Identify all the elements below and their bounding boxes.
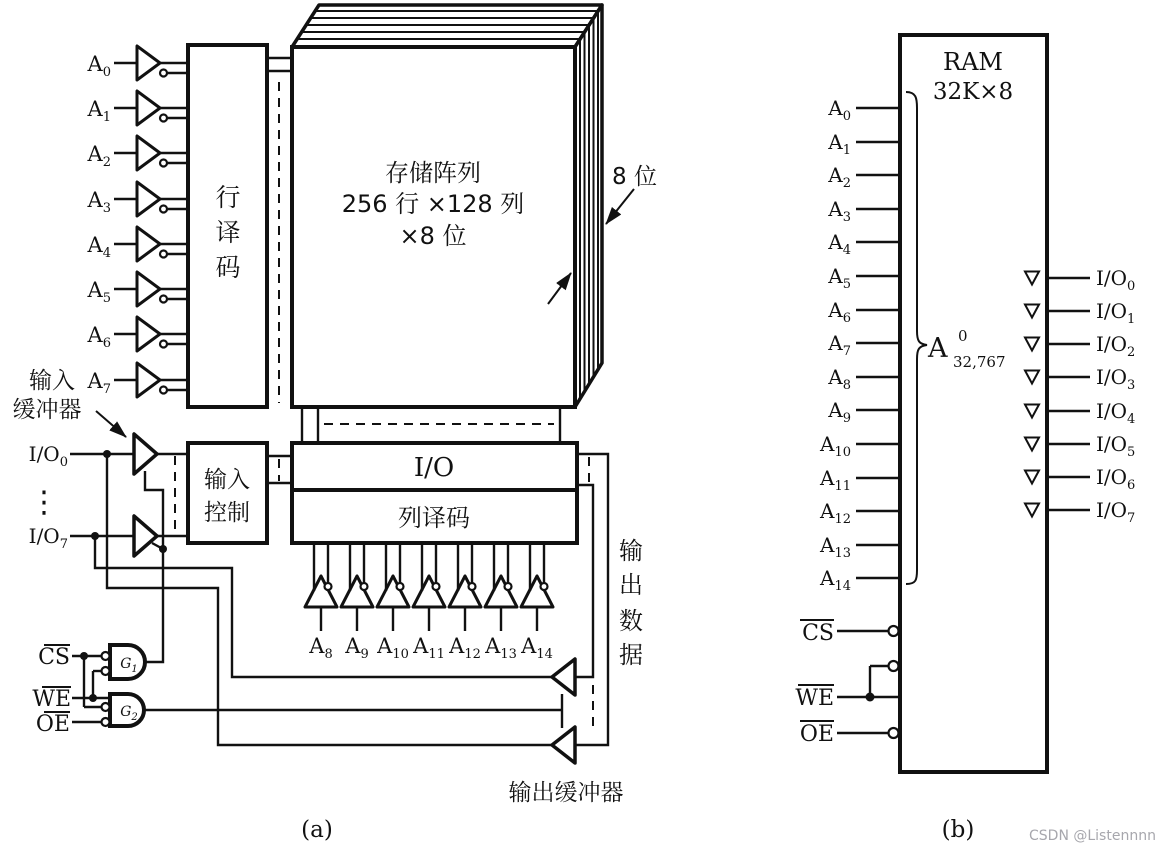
- b-io-4: $I/O_4$: [1096, 399, 1136, 427]
- array-title: 存储阵列: [385, 159, 481, 187]
- array-size-line: 256 行 ×128 列: [341, 190, 525, 218]
- watermark: CSDN @Listennnn: [1029, 828, 1156, 844]
- b-we-label: WE: [795, 686, 834, 711]
- ram-title: RAM: [943, 48, 1003, 76]
- input-buffer-label-line2: 缓冲器: [12, 397, 82, 423]
- figure-a: [13, 5, 657, 843]
- b-address-a14: $A_{14}$: [820, 566, 851, 594]
- address-range-sub: 32,767: [953, 353, 1006, 371]
- bits-label: 8 位: [612, 164, 657, 190]
- address-label-a2: $A_2$: [87, 142, 111, 170]
- address-label-a14: $A_{14}$: [521, 634, 553, 662]
- oe-label: OE: [35, 712, 70, 737]
- cs-label: CS: [38, 645, 70, 670]
- address-label-a4: $A_4$: [87, 233, 111, 261]
- input-control-block: [188, 443, 267, 543]
- address-label-a11: $A_{11}$: [413, 634, 445, 662]
- b-address-a7: $A_7$: [828, 331, 851, 359]
- address-label-a0: $A_0$: [87, 52, 111, 80]
- input-buffers: [70, 434, 188, 556]
- output-data-char3: 数: [619, 607, 643, 635]
- caption-a: (a): [301, 817, 333, 843]
- b-io-2: $I/O_2$: [1096, 332, 1136, 360]
- output-data-char2: 出: [619, 571, 643, 599]
- b-address-a5: $A_5$: [828, 264, 851, 292]
- b-io-5: $I/O_5$: [1096, 432, 1136, 460]
- b-io-3: $I/O_3$: [1096, 365, 1136, 393]
- output-buffer-label: 输出缓冲器: [508, 780, 624, 806]
- b-address-a12: $A_{12}$: [820, 499, 851, 527]
- address-label-a7: $A_7$: [87, 369, 111, 397]
- b-io-7: $I/O_7$: [1096, 498, 1136, 526]
- write-enable-route: [145, 471, 163, 662]
- b-address-a3: $A_3$: [828, 197, 851, 225]
- b-io-0: $I/O_0$: [1096, 266, 1136, 294]
- gate-g2-label: $G_2$: [120, 704, 138, 723]
- address-range-sup: 0: [958, 327, 968, 345]
- input-buffer-arrow: [96, 411, 126, 437]
- row-decoder-label-char1: 行: [215, 183, 241, 212]
- gate-g1-label: $G_1$: [120, 656, 138, 675]
- output-data-char4: 据: [619, 641, 643, 669]
- io7-pin-label: $I/O_7$: [28, 524, 68, 552]
- caption-b: (b): [941, 817, 975, 843]
- address-label-a12: $A_{12}$: [449, 634, 481, 662]
- address-buffers-bottom: [305, 543, 553, 631]
- input-control-label-line1: 输入: [204, 467, 250, 493]
- io-block-label: I/O: [413, 453, 455, 483]
- row-decoder-label-char3: 码: [215, 253, 241, 282]
- we-label: WE: [32, 687, 71, 712]
- b-io-6: $I/O_6$: [1096, 465, 1136, 493]
- figure-b-address-lines: [856, 108, 900, 578]
- address-buffers-top: [114, 46, 188, 397]
- figure-b: [795, 35, 1135, 843]
- bits-arrow: [606, 189, 634, 224]
- b-address-a6: $A_6$: [828, 298, 851, 326]
- b-oe-label: OE: [799, 722, 834, 747]
- figure-b-control-wires: [837, 626, 900, 738]
- b-address-a4: $A_4$: [828, 230, 851, 258]
- array-bits-line: ×8 位: [399, 222, 467, 250]
- b-cs-label: CS: [802, 621, 834, 646]
- io-ellipsis: ⋮: [29, 485, 59, 520]
- address-label-a6: $A_6$: [87, 323, 111, 351]
- b-address-a8: $A_8$: [828, 365, 851, 393]
- input-buffer-label-line1: 输入: [29, 368, 75, 394]
- ram-capacity: 32K×8: [932, 79, 1014, 105]
- address-label-a13: $A_{13}$: [485, 634, 517, 662]
- b-address-a11: $A_{11}$: [820, 466, 851, 494]
- input-control-label-line2: 控制: [204, 500, 250, 526]
- address-label-a5: $A_5$: [87, 278, 111, 306]
- address-range-base: A: [928, 333, 948, 364]
- io0-pin-label: $I/O_0$: [28, 442, 68, 470]
- b-address-a0: $A_0$: [828, 96, 851, 124]
- address-label-a9: $A_9$: [345, 634, 369, 662]
- b-address-a2: $A_2$: [828, 163, 851, 191]
- row-decoder-label-char2: 译: [215, 218, 241, 247]
- b-io-1: $I/O_1$: [1096, 299, 1136, 327]
- b-address-a13: $A_{13}$: [820, 533, 851, 561]
- b-address-a10: $A_{10}$: [820, 432, 851, 460]
- column-decoder-label: 列译码: [398, 504, 470, 532]
- address-label-a8: $A_8$: [309, 634, 333, 662]
- address-label-a1: $A_1$: [87, 97, 111, 125]
- address-label-a3: $A_3$: [87, 188, 111, 216]
- address-label-a10: $A_{10}$: [377, 634, 409, 662]
- b-address-a9: $A_9$: [828, 398, 851, 426]
- b-address-a1: $A_1$: [828, 130, 851, 158]
- output-data-char1: 输: [619, 537, 643, 565]
